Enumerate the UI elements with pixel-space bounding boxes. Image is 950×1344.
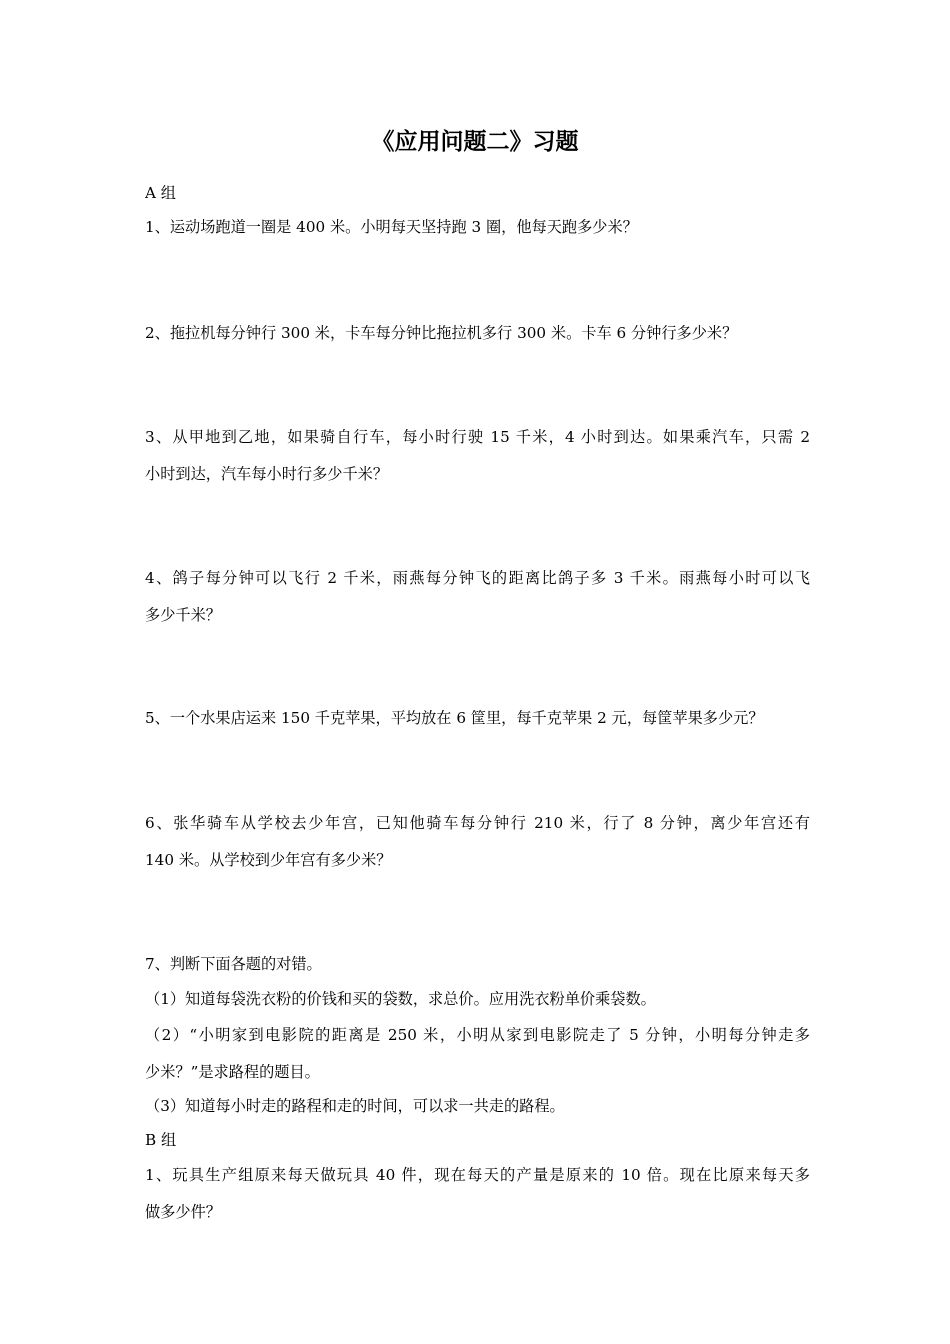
page-title: 《应用问题二》习题 (371, 129, 579, 155)
question-a7-line-1: 7、判断下面各题的对错。 (145, 955, 322, 973)
question-a4-line-1: 4、鸽子每分钟可以飞行 2 千米，雨燕每分钟飞的距离比鸽子多 3 千米。雨燕每小时可以飞 (145, 569, 810, 587)
question-a3-line-2: 小时到达，汽车每小时行多少千米？ (145, 465, 388, 483)
question-a5-line-1: 5、一个水果店运来 150 千克苹果，平均放在 6 筐里，每千克苹果 2 元，每筐苹果多少元？ (145, 709, 764, 727)
question-a7-item-1: （1）知道每袋洗衣粉的价钱和买的袋数，求总价。应用洗衣粉单价乘袋数。 (145, 990, 656, 1008)
question-a6-line-1: 6、张华骑车从学校去少年宫，已知他骑车每分钟行 210 米，行了 8 分钟，离少年宫还有 (145, 814, 810, 832)
question-a7-item-2-line-1: （2）“小明家到电影院的距离是 250 米，小明从家到电影院走了 5 分钟，小明每分钟走多 (145, 1026, 810, 1044)
question-a1-line-1: 1、运动场跑道一圈是 400 米。小明每天坚持跑 3 圈，他每天跑多少米？ (145, 218, 638, 236)
question-a2-line-1: 2、拖拉机每分钟行 300 米，卡车每分钟比拖拉机多行 300 米。卡车 6 分钟行多少米？ (145, 324, 738, 342)
question-a4-line-2: 多少千米？ (145, 606, 221, 624)
group-b-label: B 组 (145, 1131, 177, 1149)
question-a7-item-3: （3）知道每小时走的路程和走的时间，可以求一共走的路程。 (145, 1097, 565, 1115)
question-b1-line-1: 1、玩具生产组原来每天做玩具 40 件，现在每天的产量是原来的 10 倍。现在比原来每天多 (145, 1166, 810, 1184)
question-a3-line-1: 3、从甲地到乙地，如果骑自行车，每小时行驶 15 千米，4 小时到达。如果乘汽车，只需 2 (145, 428, 810, 446)
question-b1-line-2: 做多少件？ (145, 1203, 221, 1221)
question-a7-item-2-line-2: 少米？”是求路程的题目。 (145, 1063, 320, 1081)
group-a-label: A 组 (145, 184, 176, 202)
question-a6-line-2: 140 米。从学校到少年宫有多少米？ (145, 851, 392, 869)
